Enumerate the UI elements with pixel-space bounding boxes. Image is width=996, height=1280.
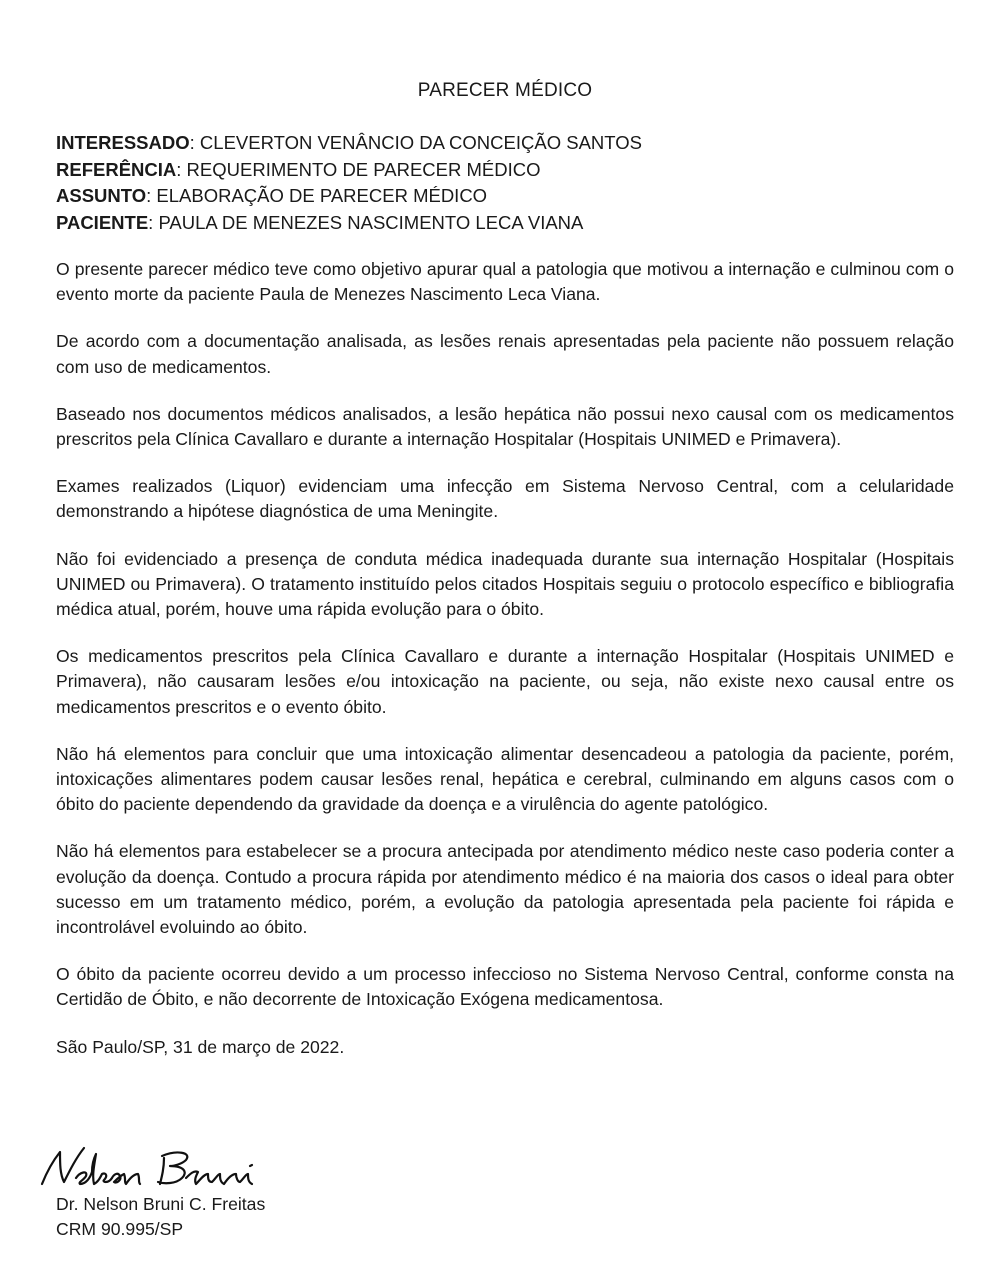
- signer-crm: CRM 90.995/SP: [56, 1219, 184, 1239]
- paragraph-early-care: Não há elementos para estabelecer se a procura antecipada por atendimento médico neste caso poderia conter a evolução da doença. Contudo a procura rápida por atendimento médico é na maioria dos casos o ideal para obter sucesso em um tratamento médico, porém, a evolução da patologia apresentada pela paciente foi rápida e incontrolável evoluindo ao óbito.: [56, 841, 954, 938]
- paragraph-liquor: Exames realizados (Liquor) evidenciam uma infecção em Sistema Nervoso Central, com a celularidade demonstrando a hipótese diagnóstica de uma Meningite.: [56, 476, 954, 522]
- field-value: : ELABORAÇÃO DE PARECER MÉDICO: [146, 185, 488, 206]
- field-value: : PAULA DE MENEZES NASCIMENTO LECA VIANA: [148, 211, 584, 233]
- field-label: PACIENTE: [56, 211, 149, 233]
- paragraph-objective: O presente parecer médico teve como objetivo apurar qual a patologia que motivou a internação e culminou com o evento morte da paciente Paula de Menezes Nascimento Leca Viana.: [56, 259, 954, 305]
- paragraph-medications: Os medicamentos prescritos pela Clínica Cavallaro e durante a internação Hospitalar (Hospitais UNIMED e Primavera), não causaram lesões e/ou intoxicação na paciente, ou seja, não existe nexo causal entre os medicamentos prescritos e o evento óbito.: [56, 646, 954, 717]
- document-title: PARECER MÉDICO: [417, 80, 593, 101]
- field-label: REFERÊNCIA: [56, 158, 177, 180]
- field-value: : REQUERIMENTO DE PARECER MÉDICO: [176, 158, 541, 180]
- field-interessado: [56, 130, 954, 157]
- paragraph-renal: De acordo com a documentação analisada, as lesões renais apresentadas pela paciente não possuem relação com uso de medicamentos.: [56, 331, 954, 377]
- paragraph-conclusion: O óbito da paciente ocorreu devido a um processo infeccioso no Sistema Nervoso Central, conforme consta na Certidão de Óbito, e não decorrente de Intoxicação Exógena medicamentosa.: [56, 964, 954, 1010]
- field-label: ASSUNTO: [56, 185, 147, 206]
- paragraph-conduct: Não foi evidenciado a presença de conduta médica inadequada durante sua internação Hospitalar (Hospitais UNIMED ou Primavera). O tratamento instituído pelos citados Hospitais seguiu o protocolo específico e bibliografia médica atual, porém, houve uma rápida evolução para o óbito.: [56, 548, 954, 620]
- signer-name: Dr. Nelson Bruni C. Freitas: [56, 1194, 266, 1214]
- paragraph-food-intoxication: Não há elementos para concluir que uma intoxicação alimentar desencadeou a patologia da paciente, porém, intoxicações alimentares podem causar lesões renal, hepática e cerebral, culminando em alguns casos com o óbito do paciente dependendo da gravidade da doença e a virulência do agente patológico.: [56, 743, 954, 815]
- field-paciente: [56, 210, 954, 237]
- paragraph-hepatic: Baseado nos documentos médicos analisados, a lesão hepática não possui nexo causal com os medicamentos prescritos pela Clínica Cavallaro e durante a internação Hospitalar (Hospitais UNIMED e Primavera).: [56, 403, 954, 450]
- field-value: : CLEVERTON VENÂNCIO DA CONCEIÇÃO SANTOS: [189, 132, 642, 153]
- field-assunto: [56, 183, 954, 210]
- signer-block: [56, 1192, 265, 1242]
- field-label: INTERESSADO: [56, 132, 190, 153]
- handwritten-signature: [36, 1144, 306, 1194]
- document-date: São Paulo/SP, 31 de março de 2022.: [56, 1036, 345, 1057]
- field-referencia: [56, 157, 954, 184]
- document-page: [56, 80, 954, 1060]
- document-header-fields: [56, 130, 954, 236]
